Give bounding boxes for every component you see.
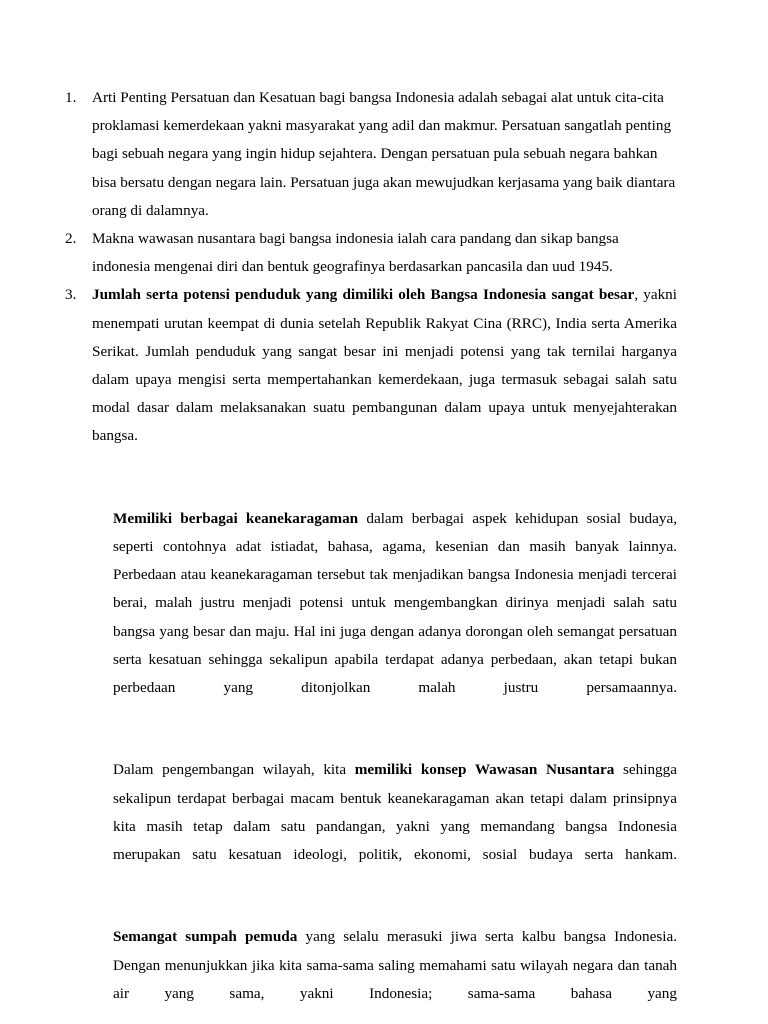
list-item-2-text: Makna wawasan nusantara bagi bangsa indonesia ialah cara pandang dan sikap bangsa indonesia mengenai diri dan bentuk geografinya berdasarkan pancasila dan uud 1945. [92,230,619,276]
document-body [65,84,677,1008]
list-item-1 [65,84,677,225]
paragraph-wawasan-nusantara-prefix: Dalam pengembangan wilayah, kita [113,761,355,779]
list-marker-2: 2. [65,230,77,248]
list-marker-3: 3. [65,286,77,304]
paragraph-keanekaragaman-bold-lead: Memiliki berbagai keanekaragaman [113,509,359,527]
list-item-3 [65,281,677,478]
paragraph-keanekaragaman [113,505,677,731]
paragraph-wawasan-nusantara [113,756,677,897]
paragraph-keanekaragaman-body: dalam berbagai aspek kehidupan sosial budaya, seperti contohnya adat istiadat, bahasa, agama, kesenian dan masih banyak lainnya. Perbedaan atau keanekaragaman tersebut tak menjadikan bangsa Indonesia menjadi tercerai berai, malah justru menjadi potensi untuk mengembangkan dirinya menjadi salah satu bangsa yang besar dan maju. Hal ini juga dengan adanya dorongan oleh semangat persatuan serta kesatuan sehingga sekalipun apabila terdapat adanya perbedaan, akan tetapi bukan perbedaan yang ditonjolkan malah justru persamaannya. [113,509,678,697]
paragraph-wawasan-nusantara-bold-lead: memiliki konsep Wawasan Nusantara [354,761,615,779]
numbered-list [65,84,677,479]
list-item-1-text: Arti Penting Persatuan dan Kesatuan bagi bangsa Indonesia adalah sebagai alat untuk cita-cita proklamasi kemerdekaan yakni masyarakat yang adil dan makmur. Persatuan sangatlah penting bagi sebuah negara yang ingin hidup sejahtera. Dengan persatuan pula sebuah negara bahkan bisa bersatu dengan negara lain. Persatuan juga akan mewujudkan kerjasama yang baik diantara orang di dalamnya. [92,89,676,219]
paragraph-sumpah-pemuda-bold-lead: Semangat sumpah pemuda [113,928,298,946]
list-item-2 [65,225,677,281]
paragraph-sumpah-pemuda [113,923,677,1008]
list-item-3-body: , yakni menempati urutan keempat di dunia setelah Republik Rakyat Cina (RRC), India serta Amerika Serikat. Jumlah penduduk yang sangat besar ini menjadi potensi yang tak ternilai harganya dalam upaya mengisi serta mempertahankan kemerdekaan, juga termasuk sebagai salah satu modal dasar dalam melaksanakan suatu pembangunan dalam upaya untuk menyejahterakan bangsa. [92,286,677,445]
list-item-3-text [92,281,677,478]
list-item-3-bold-lead: Jumlah serta potensi penduduk yang dimiliki oleh Bangsa Indonesia sangat besar [92,286,635,304]
list-marker-1: 1. [65,89,77,106]
paragraph-wawasan-nusantara-body: sehingga sekalipun terdapat berbagai macam bentuk keanekaragaman akan tetapi dalam prinsipnya kita masih tetap dalam satu pandangan, yakni yang memandang bangsa Indonesia merupakan satu kesatuan ideologi, politik, ekonomi, sosial budaya serta hankam. [113,761,677,864]
paragraph-sumpah-pemuda-body: yang selalu merasuki jiwa serta kalbu bangsa Indonesia. Dengan menunjukkan jika kita sama-sama saling memahami satu wilayah negara dan tanah air yang sama, yakni Indonesia; sama-sama bahasa yang [113,928,677,1002]
